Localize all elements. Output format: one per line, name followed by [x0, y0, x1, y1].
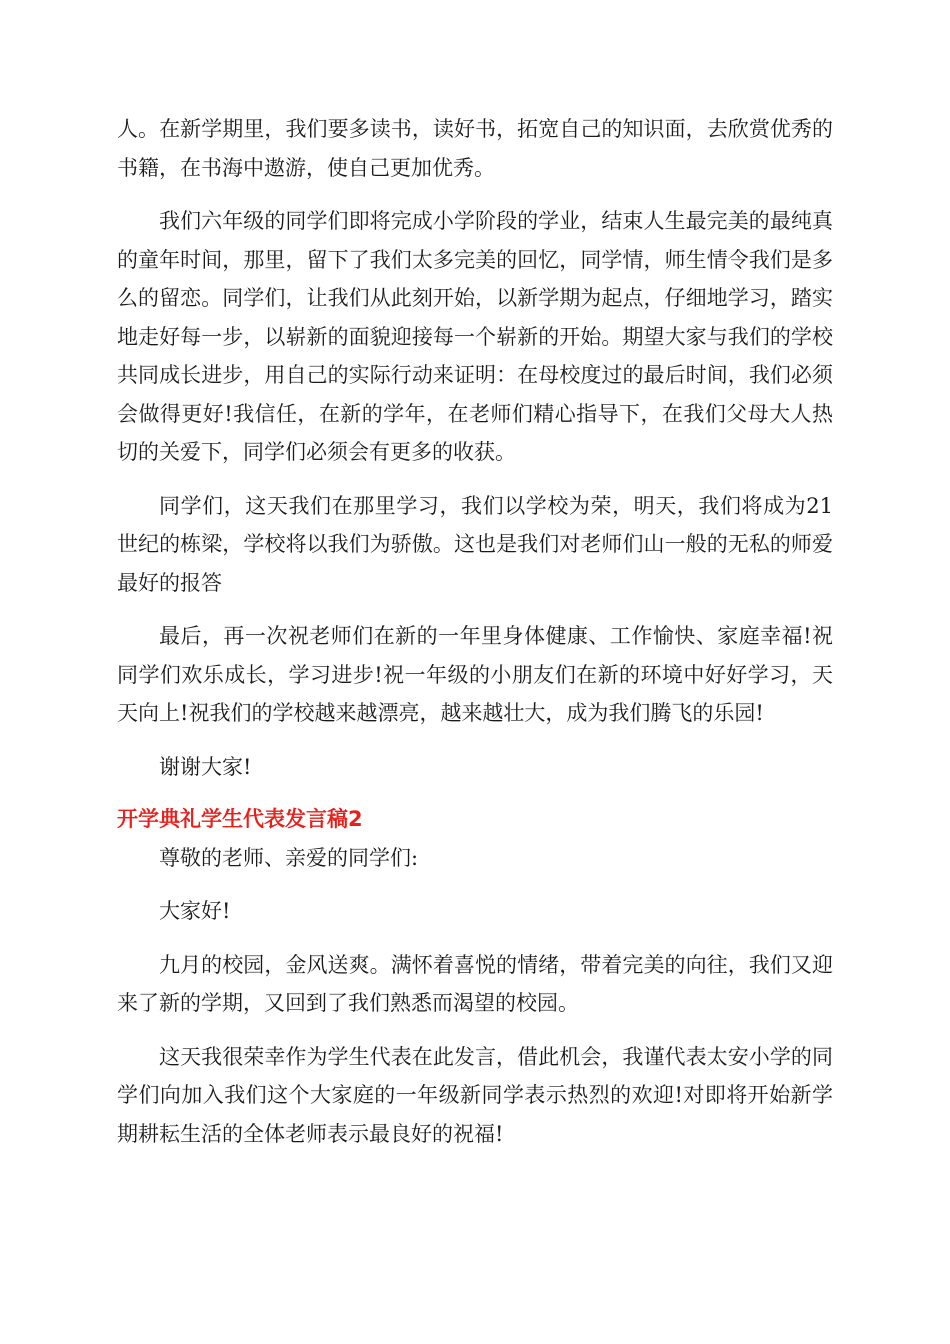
- paragraph-greeting: 大家好!: [159, 899, 231, 923]
- paragraph-graduating-class: 我们六年级的同学们即将完成小学阶段的学业，结束人生最完美的最纯真的童年时间，那里，留下了我们太多完美的回忆，同学情，师生情令我们是多么的留恋。同学们，让我们从此刻开始，以新学期为起点，仔细地学习，踏实地走好每一步，以崭新的面貌迎接每一个崭新的开始。期望大家与我们的学校共同成长进步，用自己的实际行动来证明：在母校度过的最后时间，我们必须会做得更好!我信任，在新的学年，在老师们精心指导下，在我们父母大人热切的关爱下，同学们必须会有更多的收获。: [117, 209, 833, 464]
- paragraph-continued: 人。在新学期里，我们要多读书，读好书，拓宽自己的知识面，去欣赏优秀的书籍，在书海中遨游，使自己更加优秀。: [117, 117, 833, 180]
- paragraph-salutation: 尊敬的老师、亲爱的同学们:: [159, 845, 419, 870]
- paragraph-representative: 这天我很荣幸作为学生代表在此发言，借此机会，我谨代表太安小学的同学们向加入我们这个大家庭的一年级新同学表示热烈的欢迎!对即将开始新学期耕耘生活的全体老师表示最良好的祝福!: [117, 1044, 833, 1146]
- paragraph-wishes: 最后，再一次祝老师们在新的一年里身体健康、工作愉快、家庭幸福!祝同学们欢乐成长，学习进步!祝一年级的小朋友们在新的环境中好好学习，天天向上!祝我们的学校越来越漂亮，越来越壮大，成为我们腾飞的乐园!: [117, 624, 833, 725]
- paragraph-pride: 同学们，这天我们在那里学习，我们以学校为荣，明天，我们将成为21世纪的栋梁，学校将以我们为骄傲。这也是我们对老师们山一般的无私的师爱最好的报答: [117, 493, 833, 595]
- paragraph-september: 九月的校园，金风送爽。满怀着喜悦的情绪，带着完美的向往，我们又迎来了新的学期，又回到了我们熟悉而渴望的校园。: [117, 952, 833, 1015]
- paragraph-thanks: 谢谢大家!: [159, 754, 252, 779]
- section-heading: 开学典礼学生代表发言稿2: [117, 807, 363, 831]
- document-body: [117, 110, 833, 1153]
